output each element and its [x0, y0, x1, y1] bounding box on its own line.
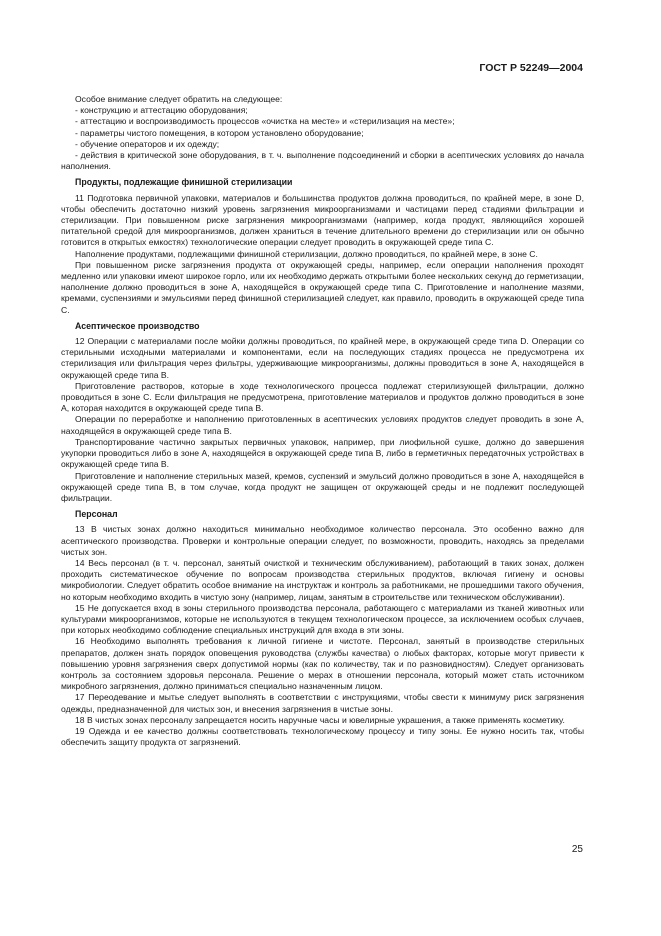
paragraph: 11 Подготовка первичной упаковки, материалов и большинства продуктов должна проводиться, по крайней мере, в зоне D, чтобы обеспечить достаточно низкий уровень загрязнения микроорганизмами и частицами перед стадиями фильтрации и стерилизации. При повышенном риске загрязнения микроорганизмами (например, когда продукт, являющийся хорошей питательной средой для микроорганизмов, должен храниться в течение длительного времени до стерилизации или он обычно готовится в открытых емкостях) технологические операции следует проводить в окружающей среде типа С. [61, 192, 584, 248]
paragraph: 12 Операции с материалами после мойки должны проводиться, по крайней мере, в окружающей среде типа D. Операции со стерильными исходными материалами и компонентами, если на последующих стадиях процесса не предусмотрена их стерилизация или фильтрация через фильтры, удерживающие микроорганизмы, должны проводиться в зоне А, находящейся в окружающей среде типа В. [61, 336, 584, 380]
paragraph: Приготовление и наполнение стерильных мазей, кремов, суспензий и эмульсий должно проводиться в зоне А, находящейся в окружающей среде типа В, в том случае, когда продукт не защищен от окружающей среды и не подлежит последующей фильтрации. [61, 470, 584, 503]
document-id-header: ГОСТ Р 52249—2004 [479, 62, 583, 74]
paragraph: Операции по переработке и наполнению приготовленных в асептических условиях продуктов следует проводить в зоне А, находящейся в окружающей среде типа В. [61, 414, 584, 436]
paragraph: Транспортирование частично закрытых первичных упаковок, например, при лиофильной сушке, должно до завершения укупорки проводиться либо в зоне А, находящейся в окружающей среде типа В, либо в герметичных передаточных устройствах в окружающей среде типа В. [61, 436, 584, 470]
paragraph: 14 Весь персонал (в т. ч. персонал, занятый очисткой и техническим обслуживанием), работающий в таких зонах, должен проходить систематическое обучение по вопросам производства стерильных продуктов, включая гигиену и основы микробиологии. Следует обратить особое внимание на инструктаж и контроль за работниками, не прошедшими такого обучения, но которым необходимо входить в чистую зону (например, лицам, занятым в строительстве или техническом обслуживании). [61, 557, 584, 602]
paragraph: Приготовление растворов, которые в ходе технологического процесса подлежат стерилизующей фильтрации, должно проводиться в зоне С. Если фильтрация не предусмотрена, приготовление материалов и продуктов должно проводиться в зоне А, которая находится в окружающей среде типа В. [61, 380, 584, 414]
paragraph: При повышенном риске загрязнения продукта от окружающей среды, например, если операции наполнения проходят медленно или упаковки имеют широкое горло, или их необходимо держать открытыми более нескольких секунд до герметизации, наполнение должно проводиться в зоне А, находящейся в окружающей среде типа С. Приготовление и наполнение мазями, кремами, суспензиями и эмульсиями перед финишной стерилизацией следует, как правило, проводить в окружающей среде типа С. [61, 259, 584, 315]
body-text [61, 94, 584, 748]
paragraph: 16 Необходимо выполнять требования к личной гигиене и чистоте. Персонал, занятый в производстве стерильных препаратов, должен знать порядок оповещения руководства (службы качества) о любых факторах, которые могут привести к повышению уровня загрязнения сверх допустимой нормы (как по количеству, так и по разновидностям). Следует организовать контроль за состоянием здоровья персонала. Решение о мерах в отношении персонала, который может стать источником микробного загрязнения, должно приниматься специально назначенным лицом. [61, 636, 584, 692]
intro-item: - конструкцию и аттестацию оборудования; [75, 105, 248, 116]
paragraph: 19 Одежда и ее качество должны соответствовать технологическому процессу и типу зоны. Ее нужно носить так, чтобы обеспечить защиту продукта от загрязнений. [61, 725, 584, 748]
intro-item: - аттестацию и воспроизводимость процессов «очистка на месте» и «стерилизация на месте»; [75, 116, 455, 127]
paragraph: 18 В чистых зонах персоналу запрещается носить наручные часы и ювелирные украшения, а также применять косметику. [75, 714, 565, 725]
section-heading-terminal-sterilization: Продукты, подлежащие финишной стерилизации [75, 177, 293, 188]
intro-item: - параметры чистого помещения, в котором установлено оборудование; [75, 127, 364, 138]
intro-item: - обучение операторов и их одежду; [75, 138, 220, 149]
intro-lead: Особое внимание следует обратить на следующее: [75, 94, 283, 104]
paragraph: 17 Переодевание и мытье следует выполнять в соответствии с инструкциями, чтобы свести к минимуму риск загрязнения одежды, предназначенной для чистых зон, и внесения загрязнения в чистые зоны. [61, 692, 584, 714]
paragraph: 13 В чистых зонах должно находиться минимально необходимое количество персонала. Это особенно важно для асептического производства. Проверки и контрольные операции следует, по возможности, проводить, находясь за пределами чистых зон. [61, 524, 584, 557]
page-number: 25 [571, 844, 583, 855]
section-heading-aseptic-production: Асептическое производство [75, 320, 200, 331]
paragraph: 15 Не допускается вход в зоны стерильного производства персонала, работающего с материалами из тканей животных или культурами микроорганизмов, которые не используются в текущем технологическом процессе, за исключением особых случаев, при которых необходимо соблюдение специальных инструкций для входа в эти зоны. [61, 602, 584, 636]
intro-item: - действия в критической зоне оборудования, в т. ч. выполнение подсоединений и сборки в асептических условиях до начала наполнения. [61, 150, 584, 172]
paragraph: Наполнение продуктами, подлежащими финишной стерилизации, должно проводиться, по крайней мере, в зоне С. [75, 248, 538, 259]
section-heading-personnel: Персонал [75, 509, 118, 520]
